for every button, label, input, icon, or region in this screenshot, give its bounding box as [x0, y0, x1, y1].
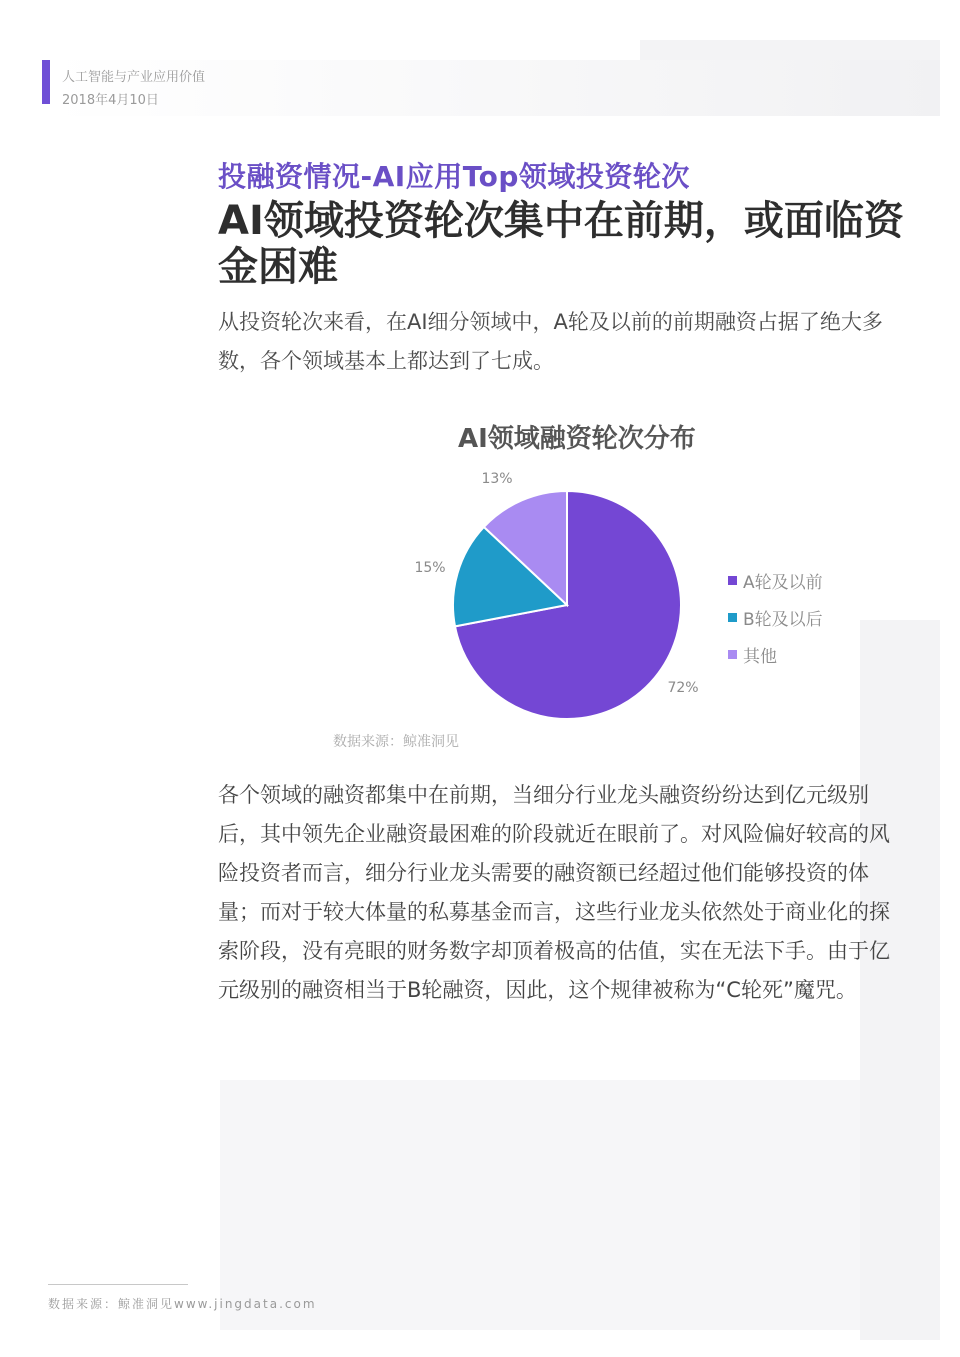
- legend-label-other: 其他: [743, 647, 777, 667]
- chart-title: AI领域融资轮次分布: [458, 424, 696, 454]
- page-title: AI领域投资轮次集中在前期，或面临资金困难: [218, 198, 904, 290]
- legend-swatch-a-round: [728, 576, 737, 585]
- legend-swatch-b-round: [728, 613, 737, 622]
- slice-label-a-round: 72%: [667, 680, 699, 696]
- legend-label-b-round: B轮及以后: [743, 610, 823, 630]
- footer-source: 数据来源：鲸准洞见www.jingdata.com: [48, 1297, 317, 1311]
- footer-divider: [48, 1284, 188, 1285]
- legend-label-a-round: A轮及以前: [743, 573, 823, 593]
- intro-paragraph: 从投资轮次来看，在AI细分领域中，A轮及以前的前期融资占据了绝大多数，各个领域基本上都达到了七成。: [218, 310, 883, 373]
- report-title: 人工智能与产业应用价值: [62, 70, 206, 85]
- legend-swatch-other: [728, 650, 737, 659]
- chart-legend: [728, 562, 823, 673]
- body-paragraph: 各个领域的融资都集中在前期，当细分行业龙头融资纷纷达到亿元级别后，其中领先企业融资最困难的阶段就近在眼前了。对风险偏好较高的风险投资者而言，细分行业龙头需要的融资额已经超过他们能够投资的体量；而对于较大体量的私募基金而言，这些行业龙头依然处于商业化的探索阶段，没有亮眼的财务数字却顶着极高的估值，实在无法下手。由于亿元级别的融资相当于B轮融资，因此，这个规律被称为“C轮死”魔咒。: [218, 783, 890, 1002]
- report-date: 2018年4月10日: [62, 93, 159, 108]
- slice-label-b-round: 15%: [414, 560, 446, 576]
- slice-label-other: 13%: [481, 471, 513, 487]
- section-subtitle: 投融资情况-AI应用Top领域投资轮次: [218, 160, 690, 193]
- chart-source: 数据来源：鲸准洞见: [333, 734, 459, 750]
- legend-item-a-round: [728, 562, 823, 599]
- legend-item-other: [728, 636, 823, 673]
- legend-item-b-round: [728, 599, 823, 636]
